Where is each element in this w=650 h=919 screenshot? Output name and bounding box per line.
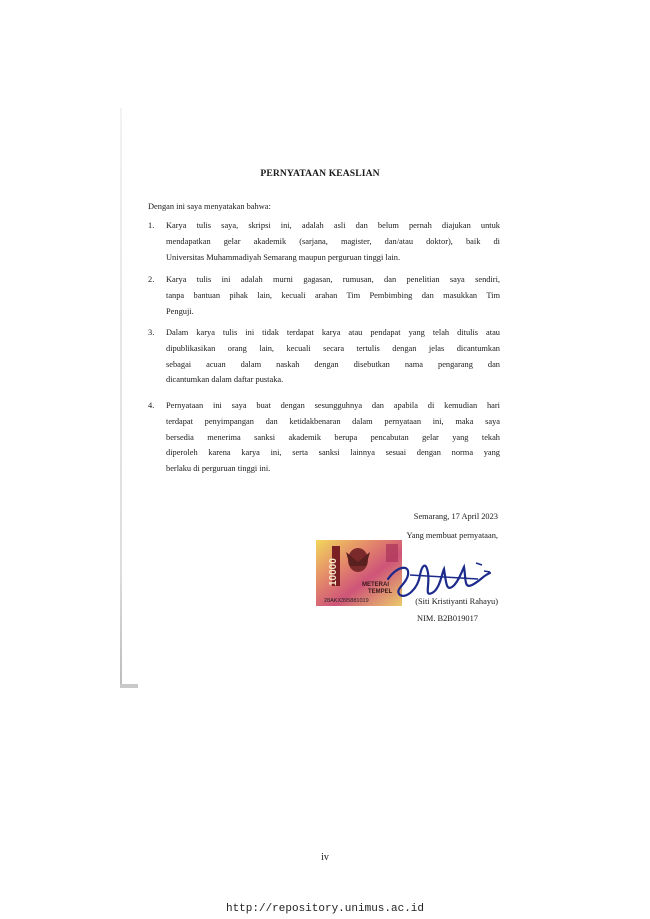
statement-number: 1.	[148, 221, 155, 230]
statement-line: Universitas Muhammadiyah Semarang maupun perguruan tinggi lain.	[166, 252, 401, 262]
statement-line: Karya tulis ini adalah murni gagasan, rumusan, dan penelitian saya sendiri,	[166, 275, 500, 284]
statement-line: sebagai acuan dalam naskah dengan disebutkan nama pengarang dan	[166, 359, 500, 369]
maker-label: Yang membuat pernyataan,	[406, 531, 498, 540]
signer-name: (Siti Kristiyanti Rahayu)	[415, 597, 498, 606]
statement-4	[148, 398, 500, 477]
statement-2	[148, 272, 500, 319]
statement-line: tanpa bantuan pihak lain, kecuali arahan Tim Pembimbing dan masukkan Tim	[166, 290, 500, 300]
student-nim: NIM. B2B019017	[417, 614, 478, 623]
handwritten-signature	[380, 545, 498, 603]
statement-line: diperoleh karena karya ini, serta sanksi lainnya sesuai dengan norma yang	[166, 448, 500, 458]
statement-1	[148, 218, 500, 265]
statement-line: dipublikasikan orang lain, kecuali secara tertulis dengan jelas dicantumkan	[166, 343, 500, 353]
intro-text: Dengan ini saya menyatakan bahwa:	[148, 202, 271, 211]
page-number: iv	[321, 852, 329, 863]
statement-3	[148, 325, 500, 388]
document-title: PERNYATAAN KEASLIAN	[260, 168, 380, 179]
scan-edge-shadow	[120, 108, 122, 688]
statement-line: terdapat penyimpangan dan ketidakbenaran dalam pernyataan ini, maka saya	[166, 416, 500, 426]
statement-line: Dalam karya tulis ini tidak terdapat karya atau pendapat yang telah ditulis atau	[166, 328, 500, 337]
statement-number: 3.	[148, 328, 155, 337]
scan-edge-mark	[120, 684, 138, 688]
repository-url: http://repository.unimus.ac.id	[225, 903, 425, 915]
statement-line: bersedia menerima sanksi akademik berupa pencabutan gelar yang tekah	[166, 432, 500, 442]
statement-line: berlaku di perguruan tinggi ini.	[166, 464, 271, 474]
statement-line: Pernyataan ini saya buat dengan sesungguhnya dan apabila di kemudian hari	[166, 401, 500, 410]
stamp-value: 10000	[328, 558, 339, 586]
statement-number: 4.	[148, 401, 155, 410]
statement-line: mendapatkan gelar akademik (sarjana, magister, dan/atau doktor), baik di	[166, 236, 500, 246]
stamp-label-top: METERAI	[362, 582, 389, 588]
stamp-serial: 28AKX395881019	[324, 598, 369, 604]
statement-number: 2.	[148, 275, 155, 284]
place-date: Semarang, 17 April 2023	[413, 512, 498, 521]
statement-line: dicantumkan dalam daftar pustaka.	[166, 375, 284, 385]
stamp-label-bottom: TEMPEL	[368, 589, 393, 595]
statement-line: Penguji.	[166, 306, 194, 316]
statement-line: Karya tulis saya, skripsi ini, adalah asli dan belum pernah diajukan untuk	[166, 221, 500, 230]
